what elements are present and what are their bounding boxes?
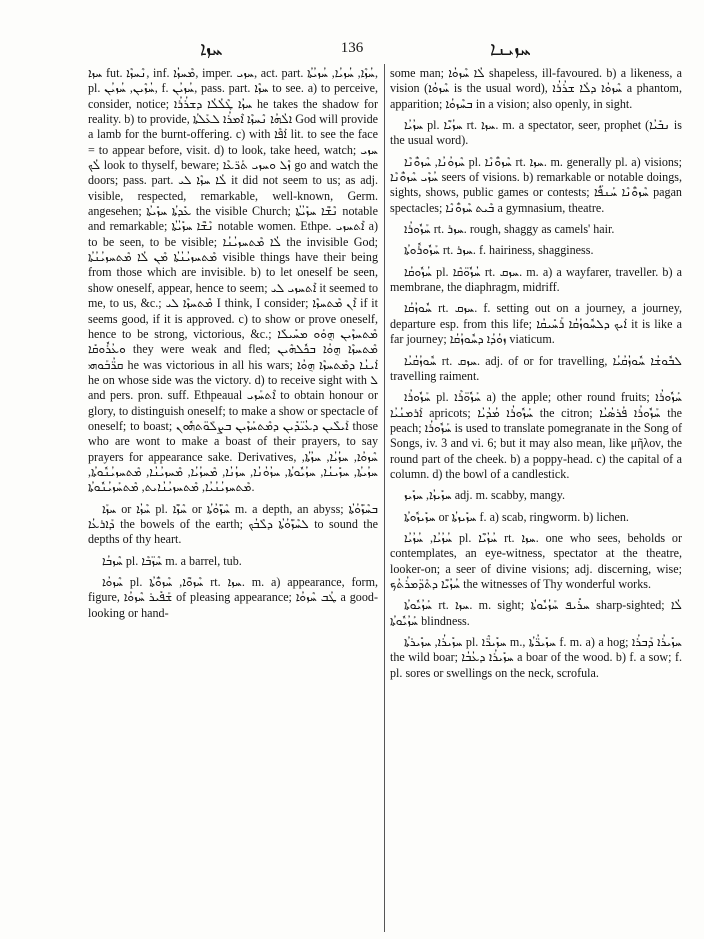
right-column: [390, 66, 682, 687]
entry: ܚܽܘܙܳܩܳܐ rt. ܚܙܩ. f. setting out on a journey, a journey, departure esp. from this life; ܐܰܝܟ ܕܠܚܽܘܙܳܩܳܐ ܪܰܚܺܝܩܳܐ it is like a far journey; ܙܘܳܕܳܐ ܕܚܽܘܙܳܩܳܐ viaticum.: [390, 301, 682, 347]
entry: ܚܶܙܒܳܐ pl. ܚܶܙ̈ܒܶܐ m. a barrel, tub.: [102, 553, 242, 568]
entry: ܚܙܰܐ or ܚܶܙܳܐ pl. ܚܶܙ̈ܶܐ or ܚܶܙ̈ܰܘܳܬܳܐ m. a depth, an abyss; ܒܚܶܙ̈ܰܘܳܬܳܐ ܕܰܐܪܥܳܐ the bowels of the earth; ܠܚܶܙ̈ܰܘܳܬܳܐ ܕܠܶܒܳܟ to sound the depths of thy heart.: [88, 501, 379, 547]
entry: ܚܰܙܽܘܪܳܐ rt. ܚܙܪ. rough, shaggy as camels' hair.: [404, 222, 615, 237]
entry: ܚܰܙܽܘܪܳܐ pl. ܚܰܙܽܘ̈ܪܶܐ a) the apple; other round fruits; ܚܰܙܽܘܪܳܐ ܐܰܪܡܢܳܝܳܐ apricots; ܚܰܙܽܘܪܳܐ ܡܳܕܳܝܳܐ the citron; ܚܰܙܽܘܪܳܐ ܦܳܪܣܳܝܳܐ the peach; ܚܰܙܽܘܪܳܐ is used to translate pomegranate in the Song of Songs, iv. 3 and vi. 6; but it may also mean, like μῆλον, the round part of the cheek. b) a poppy-head. c) the capital of a column. d) the bowl of a candlestick.: [390, 390, 682, 481]
page-header: [0, 38, 704, 62]
entry: ܚܶܙܘܳܢܳܐ, ܚܶܙܘ̈ܳܢܶܐ pl. ܚܶܙܘ̈ܳܢܶܐ rt. ܚܙܐ. m. generally pl. a) visions; ܚܳܙܶܝ ܚܶܙܘ̈ܳܢܶܐ seers of visions. b) remarkable or notable doings, sights, shows, public games or contests; ܚܶܙܘ̈ܳܢܶܐ ܚܰܢܦ̈ܶܐ pagan spectacles; ܒܶܝܬ ܚܶܙܘ̈ܳܢܶܐ a gymnasium, theatre.: [390, 154, 682, 215]
running-headword-right: ܚܙܝܢܐ: [490, 38, 531, 60]
entry: ܚܙܺܝܙܽܘܬܳܐ or ܚܙܺܝܙܬܳܐ f. a) scab, ringworm. b) lichen.: [404, 509, 629, 524]
entry: ܚܳܙܳܝܳܐ, ܚܳܙܳܝܳܐ pl. ܚܳܙܳܝ̈ܶܐ rt. ܚܙܐ. one who sees, beholds or contemplates, an eye-witness, spectator at the theatre, looker-on; a seer of divine visions; adj. discerning, wise; ܚܳܙܳܝ̈ܶܐ ܕܬܶܕ̈ܡܪܳܬܳܟ the witnesses of Thy wonderful works.: [390, 530, 682, 591]
entry: ܚܙܺܝܪܳܐ, ܚܙܺܝܪܬܳܐ pl. ܚܙܺܝܪ̈ܶܐ m., ܚܙܺܝܪ̈ܳܬܳܐ f. m. a) a hog; ܚܙܺܝܪܳܐ ܕܰܒܪܳܐ the wild boar; ܚܙܺܝܪܳܐ ܕܥܳܒܳܐ a boar of the wood. b) f. a sow; f. pl. sores or swellings on the neck, scrofula.: [390, 635, 683, 680]
running-headword-left: ܚܙܐ: [200, 38, 223, 60]
entry: ܚܰܙܽܘܪܽܘܬܳܐ rt. ܚܙܪ. f. hairiness, shagginess.: [404, 243, 594, 258]
entry: ܚܽܘܙܳܩܳܝܳܐ rt. ܚܙܩ. adj. of or for travelling, ܠܒܽܘܫܳܐ ܚܽܘܙܳܩܳܝܳܐ travelling raiment.: [390, 353, 682, 383]
entry: ܚܙܐ fut. ܢܶܚܙܶܐ, inf. ܡܶܚܙܳܐ, imper. ܚܙܝ, act. part. ܚܳܙܶܐ, ܚܳܙܝܳܐ, ܚܳܙܝܳܬܳܐ, pl. ܚܳܙܶܝܢ, ܚܳܙܝܳܢ, f. ܚܳܙܝܳܢ, pass. part. ܚܙܶܐ to see. a) to perceive, consider, notice; ܚܙܳܐ ܛܶܠܳܠܳܐ ܕܫܪܳܪܳܐ he takes the shadow for reality. b) to provide, ܐܠܳܗܳܐ ܢܶܚܙܶܐ ܐܶܡܪܳܐ ܠܥܰܠܬܳܐ God will provide a lamb for the burnt-offering. c) with ܐܰܦܶܐ lit. to see the face = to appear before, visit. d) to look, take heed, watch; ܚܙܝ ܠܳܟ look to thyself, beware; ܙܶܠ ܘܚܙܝ ܬܰܪ̈ܥܶܐ go and watch the doors; pass. part. ܠܳܐ ܚܙܶܐ ܠܝ it did not seem to us; as adj. visible, respected, remarkable, well-known, Germ. angesehen; ܥܺܕܬܳܐ ܚܙܺܝܬܳܐ the visible Church; ܢܶܫ̈ܶܐ ܚܙܺܝܳܬܳܐ notable and remarkable; ܢܶܫ̈ܶܐ ܚܙܺܝܳܬܳܐ notable women. Ethpe. ܐܶܬܚܙܝ a) to be seen, to be visible; ܠܳܐ ܡܶܬܚܙܝܳܢܳܐ the invisible God; ܡܶܬܚܙܝܳܢܳܬܳܐ ܡܶܢ ܠܳܐ ܡܶܬܚܙܝܳܢܳܬܳܐ visible things have their being from those which are invisible. b) to let oneself be seen, show oneself, appear, hence to seem; ܐܶܬܚܙܝ ܠܝ it seemed to me, to us, &c.; ܡܶܬܚܙܶܐ ܠܝ I think, I consider; ܐܶܢ ܡܶܬܚܙܶܐ if it seems good, if it is approved. c) to show or prove oneself, hence to be strong, victorious, &c.; ܡܶܬܚܙܶܝܢ ܗ݈ܘܰܘ ܡܚܺܝܠܺܐ ܘܥܳܪܽܘܩܺܐ they were weak and fled; ܡܶܬܚܙܶܐ ܗ݈ܘܳܐ ܒܟܽܠܗܶܝܢ ܩܪ̈ܳܒܰܘܗܝ he was victorious in all his wars; ܐܰܝܢܳܐ ܕܡܶܬܚܙܶܐ ܗ݈ܘܳܐ he on whose side was the victory. d) to receive sight with ܠ and pers. pron. suff. Ethpeaual ܐܶܬܚܰܙܝ to obtain honour or glory, to distinguish oneself; to make a show or spectacle of oneself; to boast; ܐܰܝܠܶܝܢ ܕܥܳܝ̈ܕܺܝܢ ܕܡܶܬܚܰܙܶܝܢ ܒܨܠܰܘ̈ܬܗܽܘܢ those who are wont to make a boast of their prayers, to say prayers for appearance sake. Derivatives, ܚܶܙܘܳܐ, ܚܙܳܝܳܐ, ܚܙܳܬܳܐ, ܚܙܳܝܬܳܐ, ܚܙܺܝܢܳܐ, ܚܙܳܝܽܘܬܳܐ, ܚܙܳܘܳܢܳܐ, ܚܙܳܢܳܐ, ܡܶܚܙܳܝܳܐ, ܡܶܚܙܝܳܢܳܐ, ܡܶܬܚܙܝܳܢܽܘܬܳܐ, ܡܶܬܚܙܝܳܢܳܝܳܐ, ܡܶܬܚܙܝܳܢܳܐܝܬ, ܡܶܬܚܰܙܝܳܢܽܘܬܳܐ.: [88, 66, 379, 495]
entry: ܚܙܺܝܙܳܐ, ܚܙܺܝܙ adj. m. scabby, mangy.: [404, 488, 566, 503]
column-divider: [384, 64, 385, 932]
entry: ܚܳܙܽܘܩܳܐ pl. ܚܳܙܽܘ̈ܩܶܐ rt. ܚܙܩ. m. a) a wayfarer, traveller. b) a membrane, the diaphragm, midriff.: [390, 264, 682, 295]
page-number: 136: [340, 40, 364, 56]
entry: ܚܙܳܝܳܐ pl. ܚܙܳܝ̈ܶܐ rt. ܚܙܐ. m. a spectator, seer, prophet (ܢܒܺܝܳܐ is the usual word).: [390, 118, 682, 148]
entry: ܚܰܙܳܝܽܘܬܳܐ rt. ܚܙܐ. m. sight; ܚܪܺܝܦ ܚܰܙܳܝܽܘܬܳܐ sharp-sighted; ܠܳܐ ܚܰܙܳܝܽܘܬܳܐ blindness.: [390, 598, 682, 628]
entry: ܚܶܙܘܳܐ pl. ܚܶܙܘ̈ܶܐ, ܚܶܙܘ̈ܳܬܳܐ rt. ܚܙܐ. m. a) appearance, form, figure, ܫܰܦܺܝܪ ܚܶܙܘܳܐ of pleasing appearance; ܛܳܒ ܚܶܙܘܳܐ a good-looking or hand-: [88, 575, 378, 620]
entry: some man; ܠܳܐ ܚܶܙܘܳܐ shapeless, ill-favoured. b) a likeness, a vision (ܚܶܙܘܳܐ is the usual word), ܚܶܙܘܳܐ ܕܠܳܐ ܫܪܳܪܳܐ a phantom, apparition; ܒܚܶܙܘܳܐ in a vision; also openly, in sight.: [390, 66, 682, 111]
left-column: [88, 66, 378, 627]
